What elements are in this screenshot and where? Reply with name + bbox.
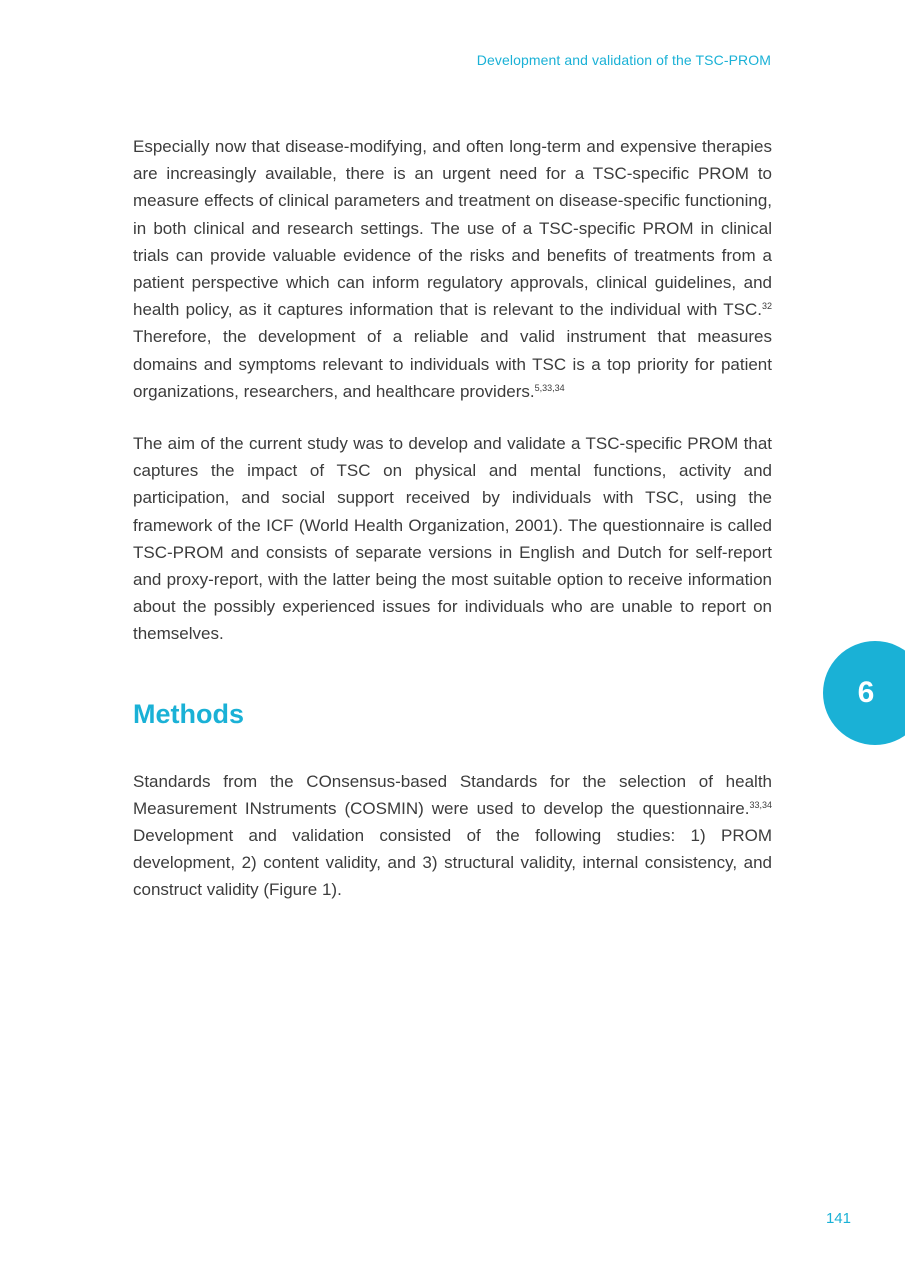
intro-paragraph-1 [133, 133, 772, 405]
intro-paragraph-1-text-a: Especially now that disease-modifying, and often long-term and expensive therapies are increasingly available, there is an urgent need for a TSC-specific PROM to measure effects of clinical parameters and treatment on disease-specific functioning, in both clinical and research settings. The use of a TSC-specific PROM in clinical trials can provide valuable evidence of the risks and benefits of treatments from a patient perspective which can inform regulatory approvals, clinical guidelines, and health policy, as it captures information that is relevant to the individual with TSC. [133, 137, 772, 320]
citation-5-33-34: 5,33,34 [534, 382, 565, 393]
citation-32: 32 [761, 301, 772, 312]
methods-heading: Methods [133, 698, 244, 729]
chapter-tab [823, 641, 905, 745]
page-number: 141 [825, 1210, 851, 1227]
main-content [133, 133, 772, 904]
methods-paragraph-1-text-b: Development and validation consisted of the following studies: 1) PROM development, 2) content validity, and 3) structural validity, internal consistency, and construct validity (Figure 1). [133, 826, 772, 900]
citation-33-34: 33,34 [749, 799, 772, 810]
chapter-number: 6 [857, 676, 875, 709]
methods-paragraph-1-text-a: Standards from the COnsensus-based Standards for the selection of health Measurement INstruments (COSMIN) were used to develop the questionnaire. [133, 771, 772, 818]
intro-paragraph-1-text-b: Therefore, the development of a reliable and valid instrument that measures domains and symptoms relevant to individuals with TSC is a top priority for patient organizations, researchers, and healthcare providers. [133, 327, 772, 401]
running-header: Development and validation of the TSC-PROM [476, 52, 771, 68]
intro-paragraph-2: The aim of the current study was to develop and validate a TSC-specific PROM that captures the impact of TSC on physical and mental functions, activity and participation, and social support received by individuals with TSC, using the framework of the ICF (World Health Organization, 2001). The questionnaire is called TSC-PROM and consists of separate versions in English and Dutch for self-report and proxy-report, with the latter being the most suitable option to receive information about the possibly experienced issues for individuals who are unable to report on themselves. [133, 434, 772, 644]
methods-paragraph-1 [133, 768, 772, 904]
